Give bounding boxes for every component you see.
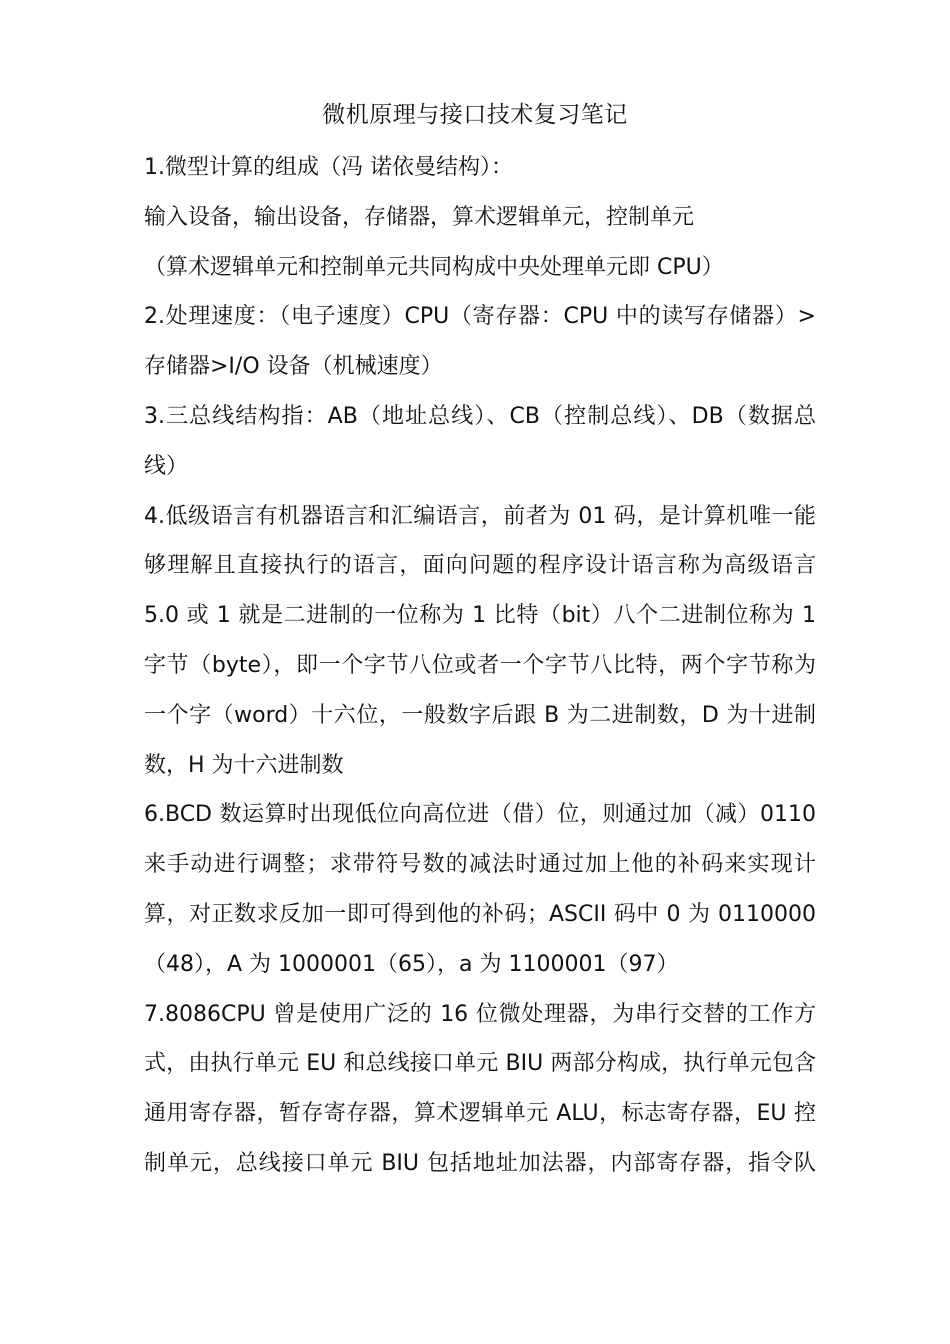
paragraph-line: 算，对正数求反加一即可得到他的补码；ASCII 码中 0 为 0110000 xyxy=(144,901,816,927)
paragraph-line: 线） xyxy=(144,453,189,479)
paragraph-line: 一个字（word）十六位，一般数字后跟 B 为二进制数，D 为十进制 xyxy=(144,702,816,728)
paragraph-line: 7.8086CPU 曾是使用广泛的 16 位微处理器，为串行交替的工作方 xyxy=(144,1001,816,1027)
paragraph-line: （算术逻辑单元和控制单元共同构成中央处理单元即 CPU） xyxy=(144,254,724,280)
document-body xyxy=(144,143,816,1189)
paragraph-line: 3.三总线结构指：AB（地址总线）、CB（控制总线）、DB（数据总 xyxy=(144,403,816,429)
paragraph-line: 输入设备，输出设备，存储器，算术逻辑单元，控制单元 xyxy=(144,204,695,230)
paragraph-line: （48），A 为 1000001（65），a 为 1100001（97） xyxy=(144,951,679,977)
paragraph-line: 2.处理速度：（电子速度）CPU（寄存器：CPU 中的读写存储器）> xyxy=(144,304,816,330)
paragraph-line: 存储器>I/O 设备（机械速度） xyxy=(144,354,443,380)
paragraph-line: 5.0 或 1 就是二进制的一位称为 1 比特（bit）八个二进制位称为 1 xyxy=(144,603,816,629)
paragraph-line: 1.微型计算的组成（冯 诺依曼结构）： xyxy=(144,155,513,180)
paragraph-line: 6.BCD 数运算时出现低位向高位进（借）位，则通过加（减）0110 xyxy=(144,802,816,828)
paragraph-line: 来手动进行调整；求带符号数的减法时通过加上他的补码来实现计 xyxy=(144,852,816,878)
paragraph-line: 通用寄存器，暂存寄存器，算术逻辑单元 ALU，标志寄存器，EU 控 xyxy=(144,1101,816,1127)
paragraph-line: 数，H 为十六进制数 xyxy=(144,752,344,778)
paragraph-line: 字节（byte），即一个字节八位或者一个字节八比特，两个字节称为 xyxy=(144,652,816,678)
paragraph-line: 制单元，总线接口单元 BIU 包括地址加法器，内部寄存器，指令队 xyxy=(144,1150,816,1176)
paragraph-line: 式，由执行单元 EU 和总线接口单元 BIU 两部分构成，执行单元包含 xyxy=(144,1051,816,1077)
paragraph-line: 够理解且直接执行的语言，面向问题的程序设计语言称为高级语言 xyxy=(144,553,816,579)
paragraph-line: 4.低级语言有机器语言和汇编语言，前者为 01 码，是计算机唯一能 xyxy=(144,503,816,529)
document-title: 微机原理与接口技术复习笔记 xyxy=(322,102,628,128)
